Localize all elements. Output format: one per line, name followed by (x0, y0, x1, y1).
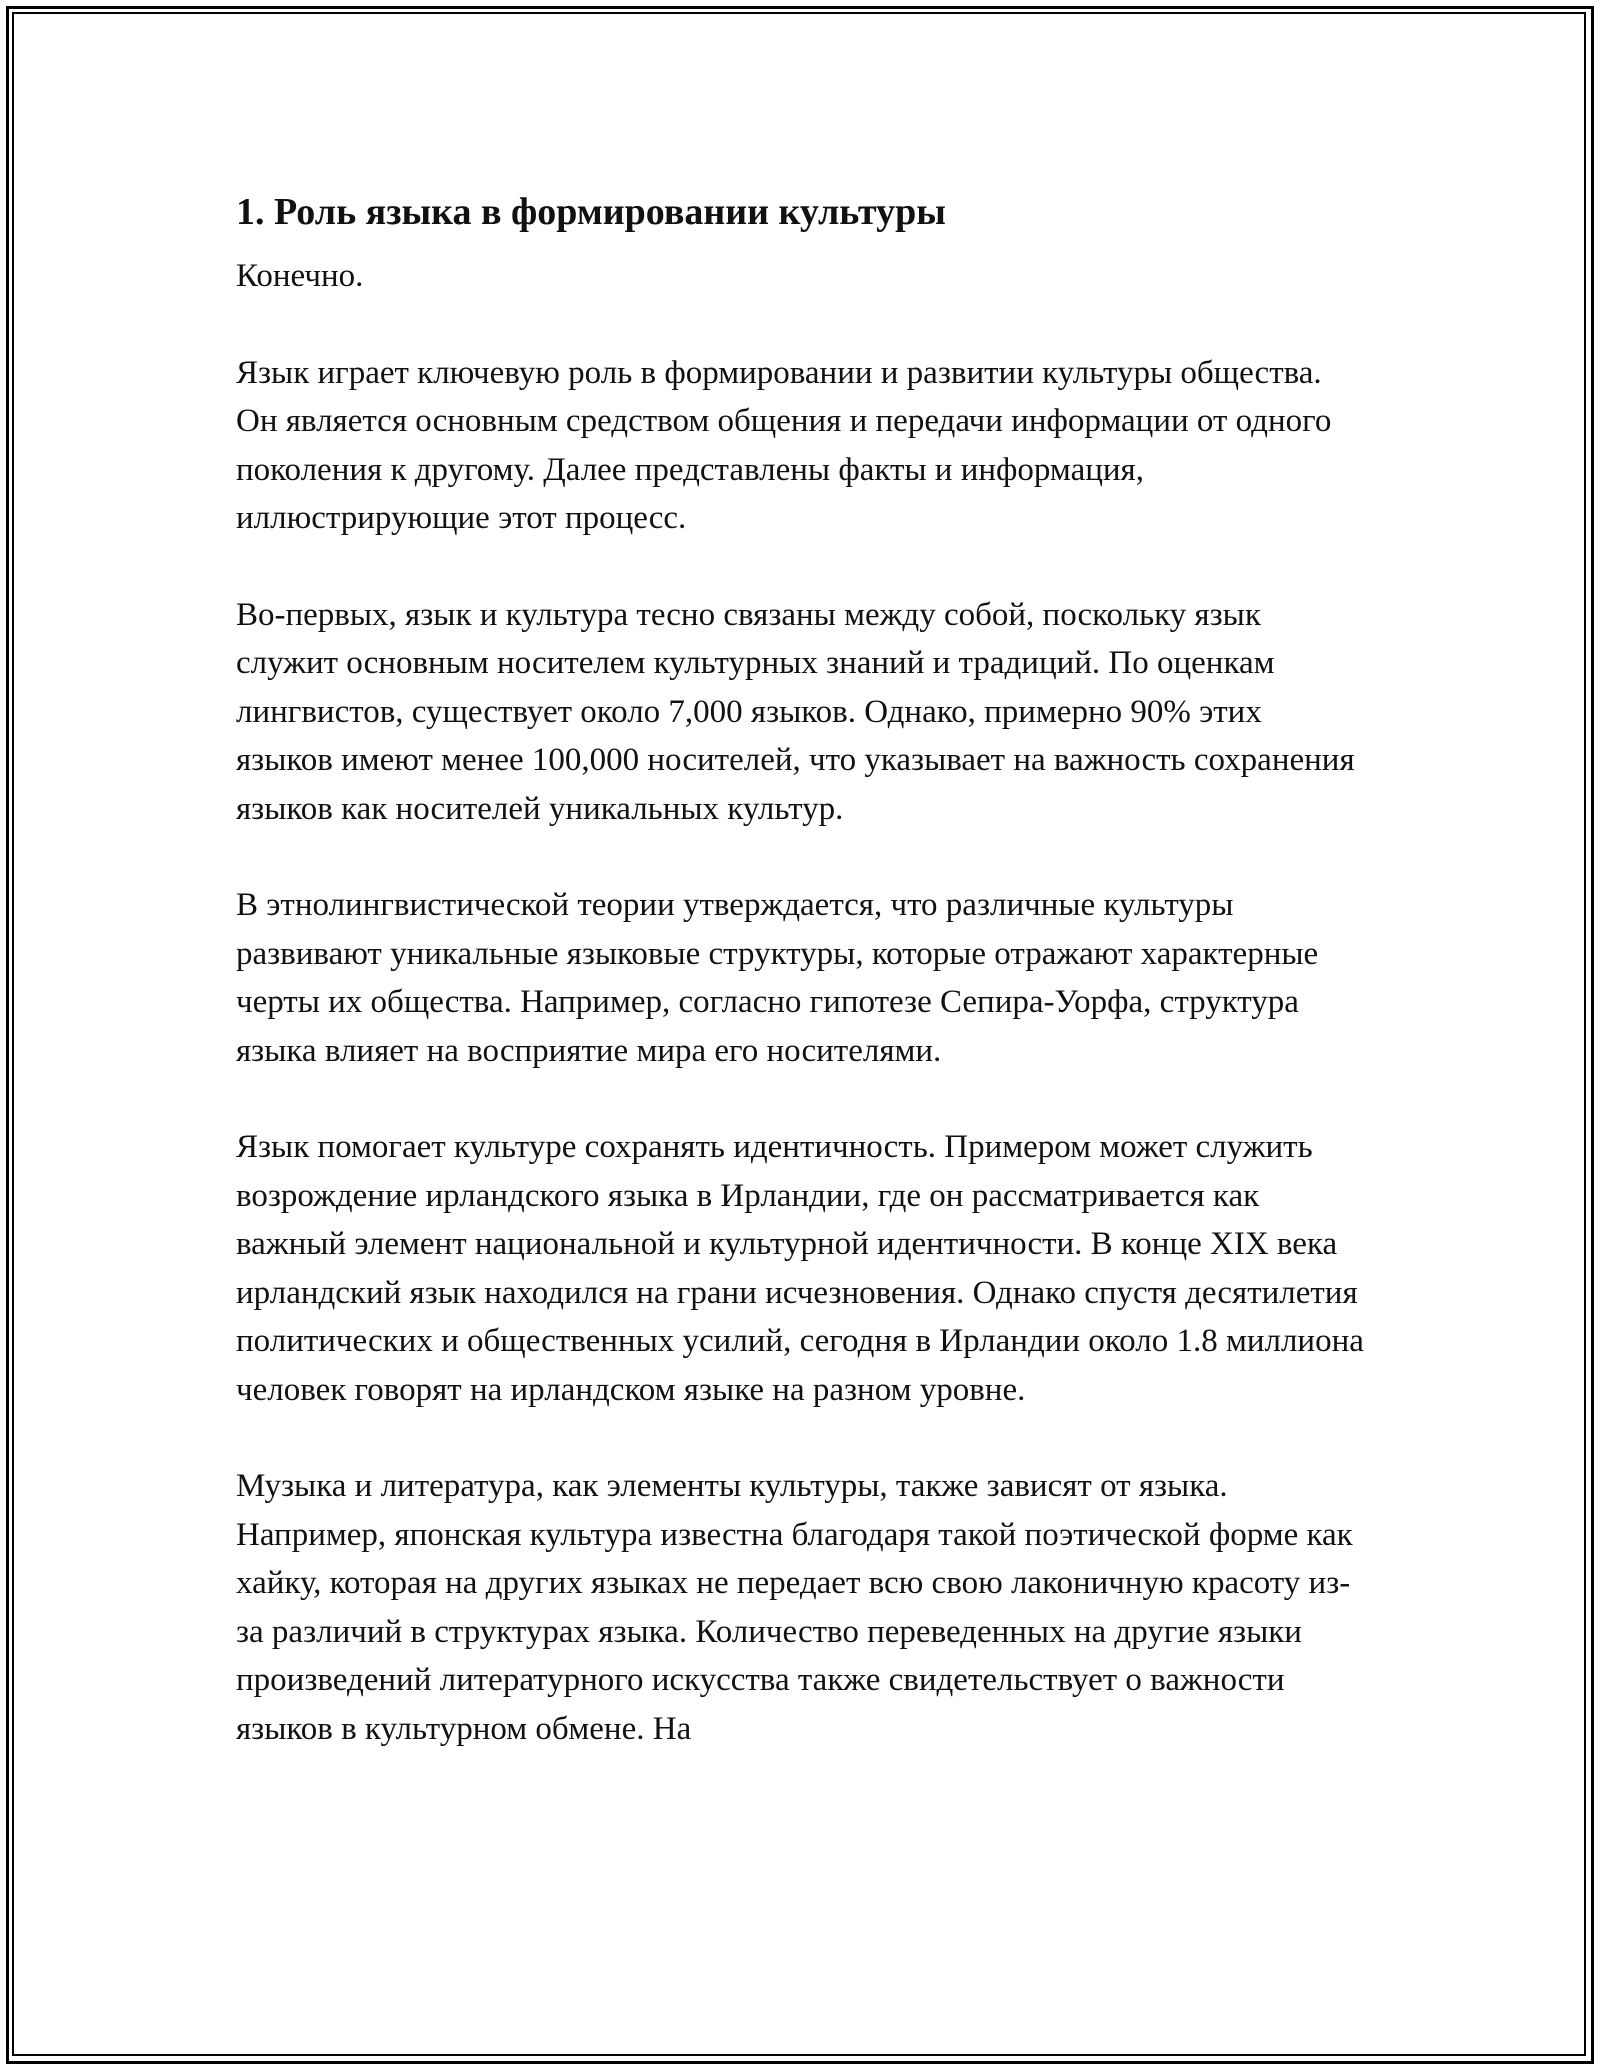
paragraph-3: В этнолингвистической теории утверждается, что различные культуры развивают уникальные языковые структуры, которые отражают характерные черты их общества. Например, согласно гипотезе Сепира-Уорфа, структура языка влияет на восприятие мира его носителями. (236, 887, 1319, 1069)
section-heading: 1. Роль языка в формировании культуры (236, 191, 946, 233)
paragraph-5: Музыка и литература, как элементы культуры, также зависят от языка. Например, японская культура известна благодаря такой поэтической форме как хайку, которая на других языках не передает всю свою лаконичную красоту из-за различий в структурах языка. Количество переведенных на другие языки произведений литературного искусства также свидетельствует о важности языков в культурном обмене. На (236, 1468, 1353, 1747)
paragraph-4: Язык помогает культуре сохранять идентичность. Примером может служить возрождение ирландского языка в Ирландии, где он рассматривается как важный элемент национальной и культурной идентичности. В конце XIX века ирландский язык находился на грани исчезновения. Однако спустя десятилетия политических и общественных усилий, сегодня в Ирландии около 1.8 миллиона человек говорят на ирландском языке на разном уровне. (236, 1129, 1364, 1408)
paragraph-2: Во-первых, язык и культура тесно связаны между собой, поскольку язык служит основным носителем культурных знаний и традиций. По оценкам лингвистов, существует около 7,000 языков. Однако, примерно 90% этих языков имеют менее 100,000 носителей, что указывает на важность сохранения языков как носителей уникальных культур. (236, 596, 1355, 827)
document-body (236, 184, 1366, 1753)
paragraph-1: Язык играет ключевую роль в формировании и развитии культуры общества. Он является основным средством общения и передачи информации от одного поколения к другому. Далее представлены факты и информация, иллюстрирующие этот процесс. (236, 354, 1332, 536)
paragraph-intro: Конечно. (236, 258, 364, 294)
